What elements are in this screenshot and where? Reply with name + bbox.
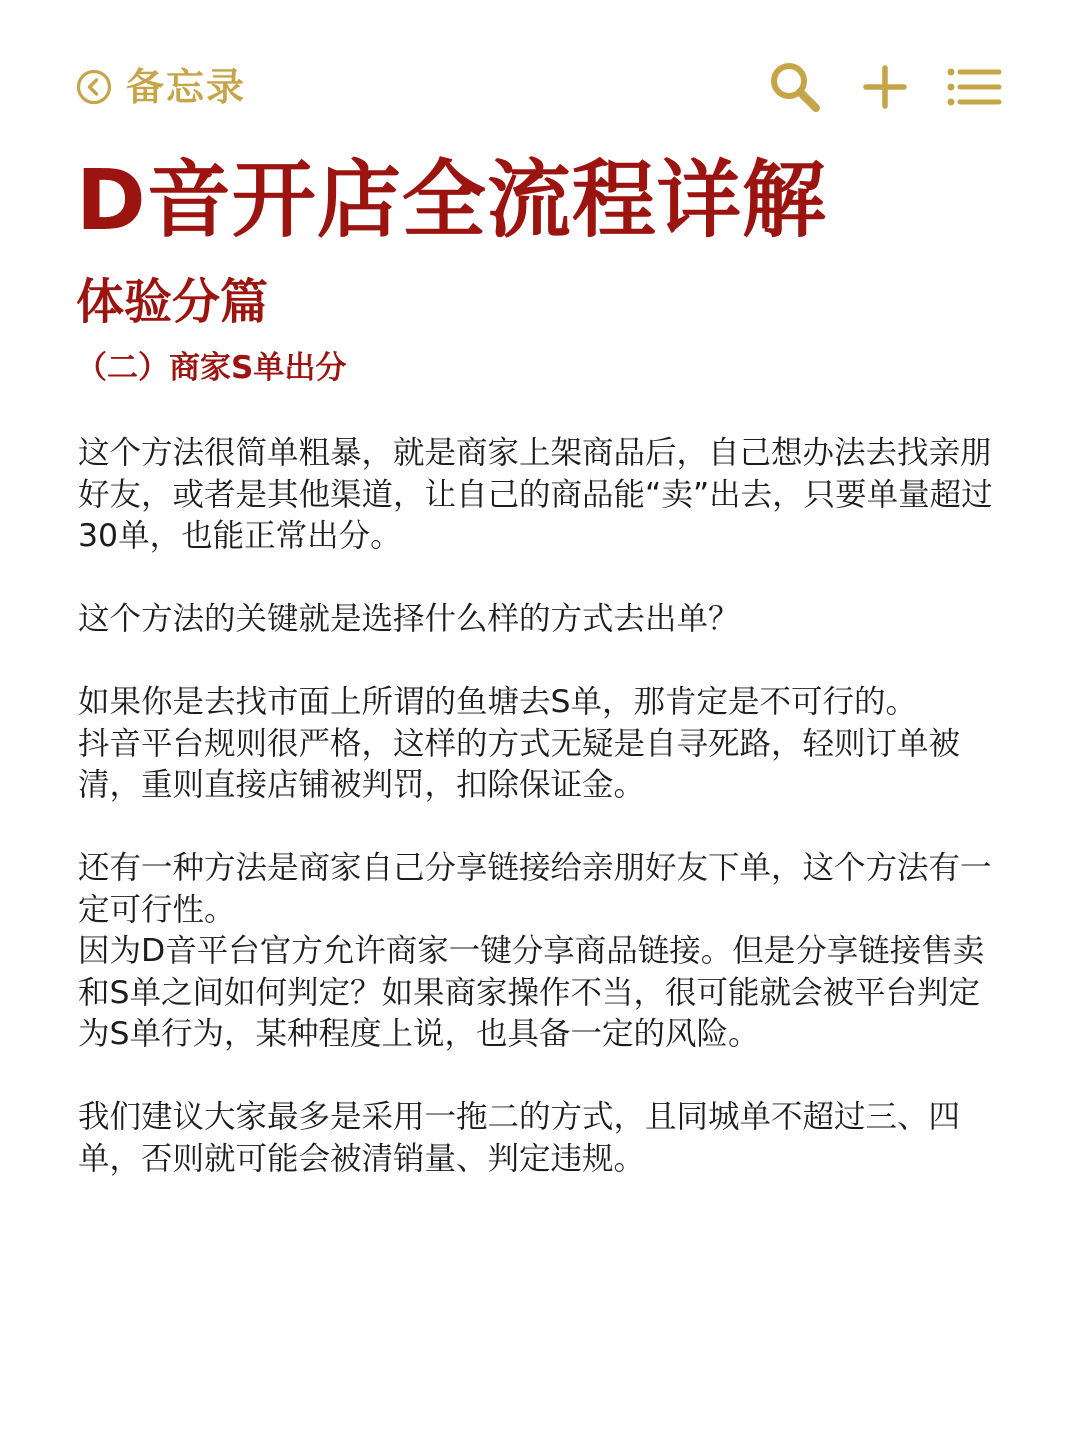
section-heading: （二）商家S单出分 xyxy=(76,350,347,386)
paragraph: 如果你是去找市面上所谓的鱼塘去S单，那肯定是不可行的。 抖音平台规则很严格，这样的方式无疑是自寻死路，轻则订单被清，重则直接店铺被判罚，扣除保证金。 xyxy=(78,684,961,803)
search-icon xyxy=(766,58,824,116)
paragraph: 这个方法的关键就是选择什么样的方式去出单？ xyxy=(78,601,740,637)
plus-icon xyxy=(856,58,914,116)
list-menu-button[interactable] xyxy=(944,58,1002,116)
paragraph: 这个方法很简单粗暴，就是商家上架商品后，自己想办法去找亲朋好友，或者是其他渠道，让自己的商品能“卖”出去，只要单量超过30单，也能正常出分。 xyxy=(78,435,993,554)
search-button[interactable] xyxy=(766,58,824,116)
add-note-button[interactable] xyxy=(856,58,914,116)
paragraph: 还有一种方法是商家自己分享链接给亲朋好友下单，这个方法有一定可行性。 因为D音平台官方允许商家一键分享商品链接。但是分享链接售卖和S单之间如何判定？如果商家操作不当，很可能就会被平台判定为S单行为，某种程度上说，也具备一定的风险。 xyxy=(78,850,992,1052)
note-title: D音开店全流程详解 xyxy=(76,151,827,249)
chevron-left-circle-icon xyxy=(76,69,112,105)
top-navigation-bar xyxy=(0,0,1080,170)
list-icon xyxy=(944,58,1002,116)
note-subtitle: 体验分篇 xyxy=(76,274,269,330)
back-label: 备忘录 xyxy=(126,65,247,109)
note-body[interactable] xyxy=(78,433,1006,1222)
paragraph: 我们建议大家最多是采用一拖二的方式，且同城单不超过三、四单，否则就可能会被清销量、判定违规。 xyxy=(78,1099,961,1177)
back-button[interactable] xyxy=(76,62,246,112)
